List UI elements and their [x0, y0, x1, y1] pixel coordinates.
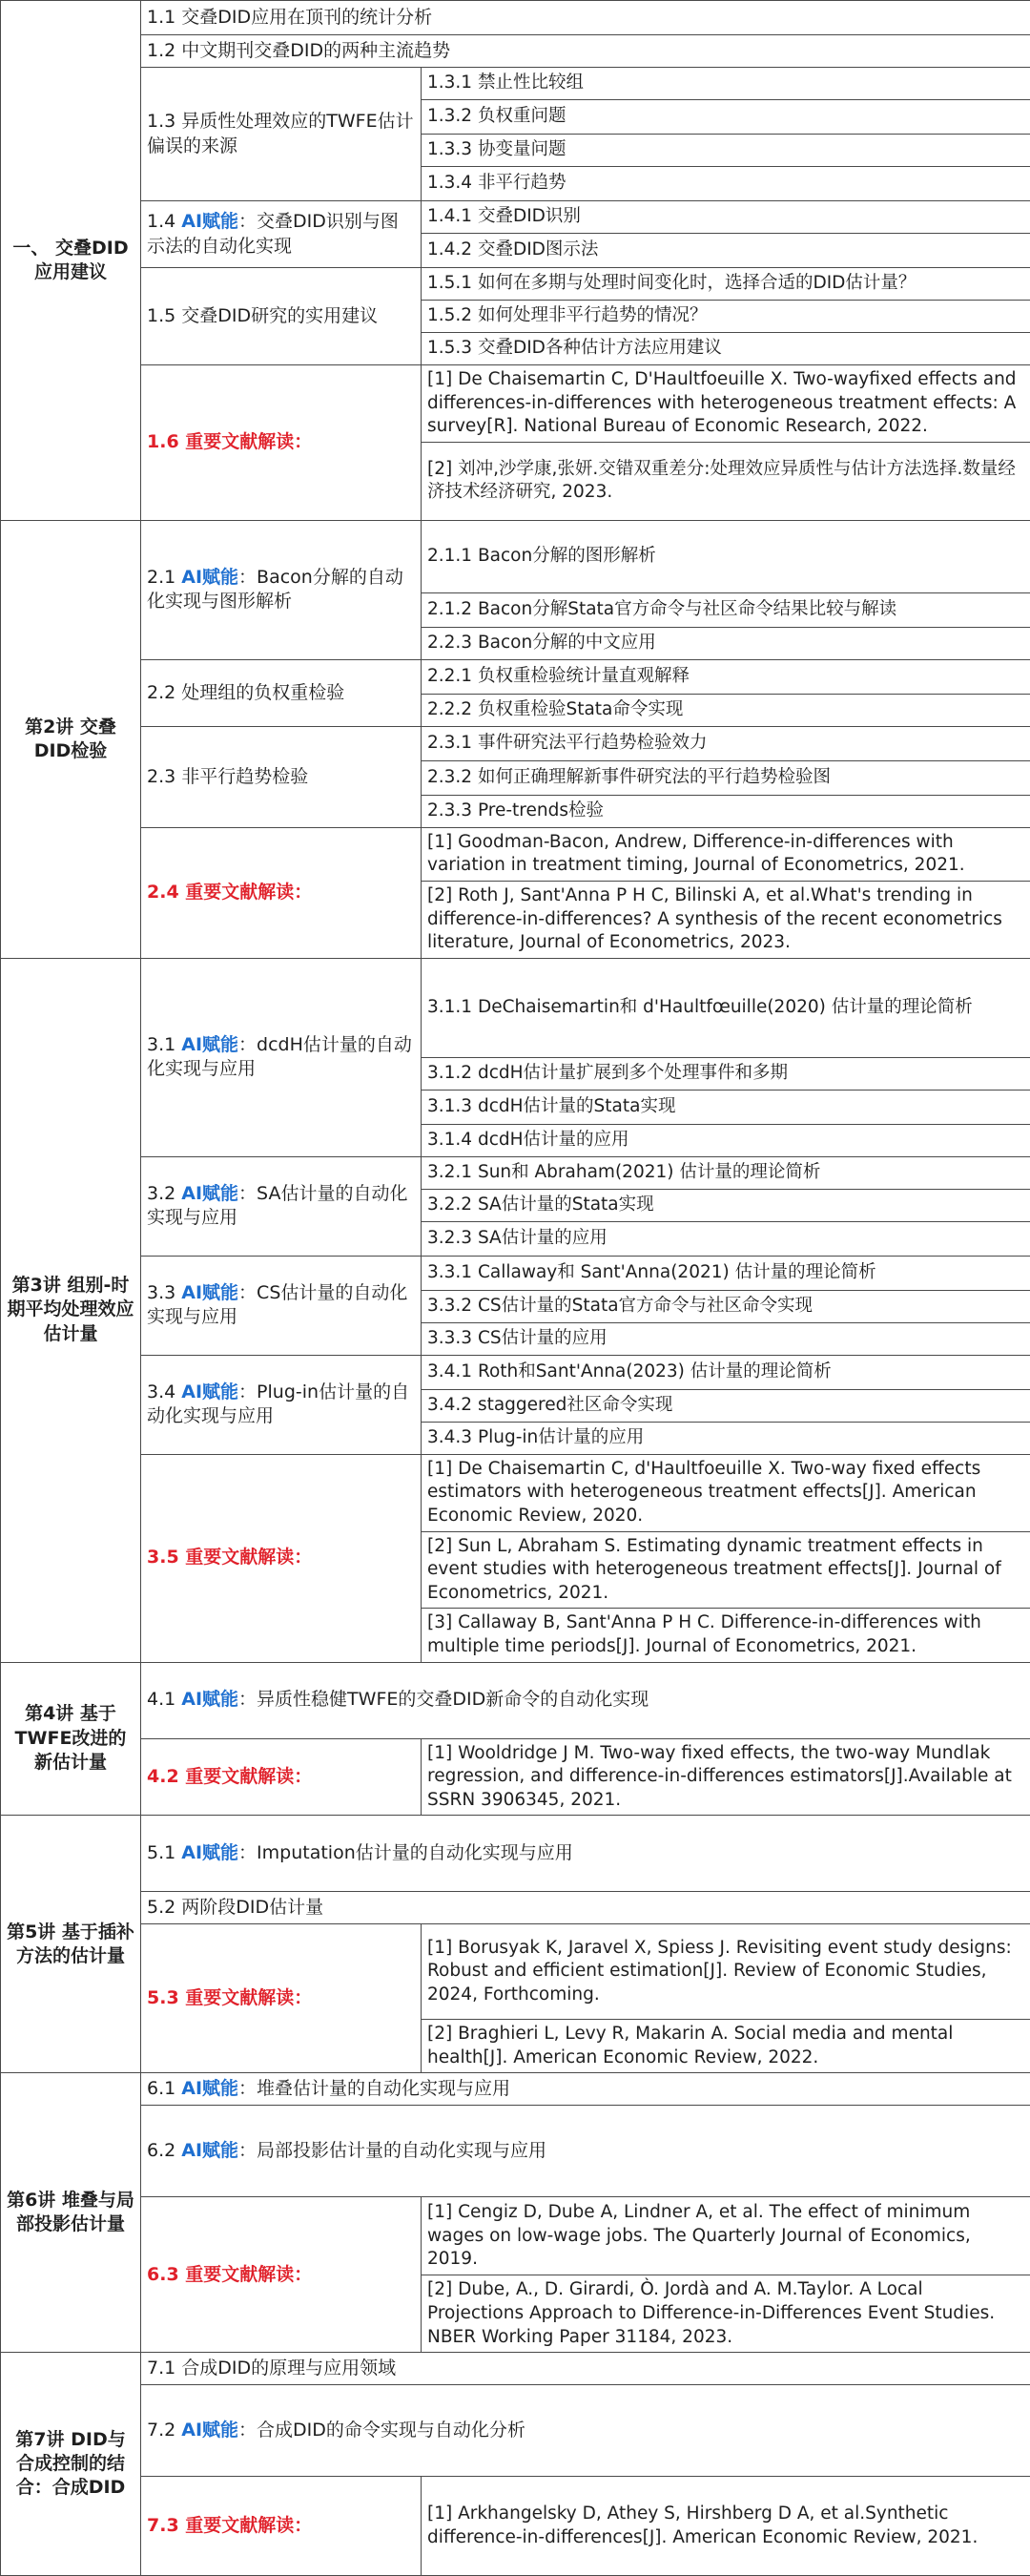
section-number: 5.1 [147, 1842, 181, 1863]
subsection-text: 1.5.2 如何处理非平行趋势的情况？ [427, 305, 707, 325]
outline-row [1, 1156, 1030, 1189]
section-text: 4.2 重要文献解读： [147, 1766, 312, 1787]
reference-text: [1] Cengiz D, Dube A, Lindner A, et al. The effect of minimum wages on low-wage jobs. The Quarterly Journal of Economics, 2019. [427, 2202, 971, 2269]
lecture-title-text: 第6讲 堆叠与局部投影估计量 [7, 2190, 134, 2234]
outline-row [1, 2385, 1030, 2477]
lecture-title [1, 958, 141, 1662]
subsection-text: 2.3.1 事件研究法平行趋势检验效力 [427, 733, 707, 753]
subsection-item [422, 1256, 1030, 1290]
ai-badge: AI赋能 [181, 2078, 238, 2099]
subsection-item [422, 1221, 1030, 1256]
outline-row [1, 1662, 1030, 1738]
reference-entry [422, 1531, 1030, 1609]
subsection-text: 3.1.2 dcdH估计量扩展到多个处理事件和多期 [427, 1063, 788, 1083]
lecture-title [1, 2353, 141, 2576]
ai-badge: AI赋能 [181, 2140, 238, 2161]
section-text: 2.4 重要文献解读： [147, 882, 312, 903]
subsection-text: 1.3.1 禁止性比较组 [427, 73, 584, 93]
reference-entry [422, 881, 1030, 958]
outline-row [1, 1892, 1030, 1924]
outline-row [1, 1256, 1030, 1290]
section-label [141, 1156, 422, 1256]
subsection-item [422, 659, 1030, 694]
subsection-item [422, 694, 1030, 726]
subsection-text: 3.1.3 dcdH估计量的Stata实现 [427, 1096, 675, 1116]
section-text: 1.6 重要文献解读： [147, 431, 312, 452]
subsection-item [422, 1090, 1030, 1124]
subsection-item [422, 333, 1030, 365]
subsection-item [422, 520, 1030, 592]
subsection-text: 1.4.1 交叠DID识别 [427, 206, 581, 226]
subsection-item [422, 627, 1030, 659]
literature-label [141, 827, 422, 958]
section-number: 3.1 [147, 1034, 181, 1055]
reference-text: [1] Wooldridge J M. Two-way fixed effects, the two-way Mundlak regression, and difference-in-differences estimators[J].Available at SSRN 3906345, 2021. [427, 1743, 1012, 1810]
section-text: 1.3 异质性处理效应的TWFE估计偏误的来源 [147, 111, 414, 156]
section-label [141, 659, 422, 726]
outline-row [1, 35, 1030, 68]
subsection-item [422, 1290, 1030, 1322]
literature-label [141, 1924, 422, 2073]
section-label [141, 201, 422, 268]
section-number: 6.2 [147, 2140, 181, 2161]
outline-row [1, 1355, 1030, 1389]
reference-entry [422, 1454, 1030, 1531]
lecture-title-text: 第4讲 基于TWFE改进的新估计量 [15, 1703, 127, 1773]
reference-text: [1] De Chaisemartin C, d'Haultfoeuille X. Two-way fixed effects estimators with heterogeneous treatment effects[J]. American Economic Review, 2020. [427, 1459, 980, 1526]
section-text: ：CS估计量的自动化实现与应用 [147, 1282, 407, 1327]
subsection-item [422, 167, 1030, 201]
section-label [141, 2073, 1030, 2106]
subsection-item [422, 1389, 1030, 1422]
subsection-item [422, 201, 1030, 234]
subsection-text: 2.2.2 负权重检验Stata命令实现 [427, 699, 683, 719]
outline-row [1, 2477, 1030, 2576]
reference-text: [2] 刘冲,沙学康,张妍.交错双重差分:处理效应异质性与估计方法选择.数量经济技术经济研究, 2023. [427, 459, 1016, 503]
section-label [141, 2106, 1030, 2197]
section-text: 7.1 合成DID的原理与应用领域 [147, 2358, 396, 2379]
subsection-text: 3.4.1 Roth和Sant'Anna(2023) 估计量的理论简析 [427, 1361, 832, 1381]
section-text: ：Bacon分解的自动化实现与图形解析 [147, 567, 403, 612]
section-text: 2.2 处理组的负权重检验 [147, 682, 344, 703]
section-text: ：Imputation估计量的自动化实现与应用 [238, 1842, 573, 1863]
lecture-title [1, 520, 141, 958]
section-label [141, 268, 422, 365]
outline-row [1, 1, 1030, 35]
subsection-text: 3.4.3 Plug-in估计量的应用 [427, 1427, 644, 1447]
section-text: ：异质性稳健TWFE的交叠DID新命令的自动化实现 [238, 1689, 649, 1710]
outline-row [1, 1816, 1030, 1892]
subsection-text: 3.3.3 CS估计量的应用 [427, 1328, 608, 1348]
subsection-item [422, 760, 1030, 795]
lecture-title [1, 1, 141, 521]
section-label [141, 726, 422, 827]
lecture-title-text: 第2讲 交叠DID检验 [25, 717, 116, 761]
section-label [141, 520, 422, 659]
ai-badge: AI赋能 [181, 567, 238, 588]
lecture-title [1, 1816, 141, 2073]
literature-label [141, 1738, 422, 1816]
literature-label [141, 1454, 422, 1662]
subsection-item [422, 234, 1030, 268]
subsection-text: 1.4.2 交叠DID图示法 [427, 239, 598, 260]
outline-row [1, 2106, 1030, 2197]
section-text: ：局部投影估计量的自动化实现与应用 [238, 2140, 546, 2161]
ai-badge: AI赋能 [181, 1282, 238, 1303]
subsection-text: 3.4.2 staggered社区命令实现 [427, 1395, 672, 1415]
outline-row [1, 268, 1030, 301]
section-text: 3.5 重要文献解读： [147, 1547, 312, 1568]
subsection-item [422, 958, 1030, 1057]
outline-row [1, 68, 1030, 100]
subsection-text: 1.3.2 负权重问题 [427, 106, 566, 126]
reference-text: [1] Arkhangelsky D, Athey S, Hirshberg D A, et al.Synthetic difference-in-differences[J]. American Economic Review, 2021. [427, 2503, 978, 2547]
reference-entry [422, 365, 1030, 443]
outline-row [1, 958, 1030, 1057]
section-label [141, 68, 422, 201]
subsection-text: 1.5.3 交叠DID各种估计方法应用建议 [427, 338, 722, 358]
reference-text: [2] Braghieri L, Levy R, Makarin A. Social media and mental health[J]. American Economic Review, 2022. [427, 2024, 953, 2067]
subsection-item [422, 1057, 1030, 1090]
reference-entry [422, 442, 1030, 520]
subsection-item [422, 135, 1030, 167]
reference-entry [422, 827, 1030, 881]
reference-text: [2] Roth J, Sant'Anna P H C, Bilinski A, et al.What's trending in difference-in-differences? A synthesis of the recent econometrics literature, Journal of Econometrics, 2023. [427, 885, 1002, 952]
section-text: ：合成DID的命令实现与自动化分析 [238, 2420, 525, 2441]
reference-entry [422, 2477, 1030, 2576]
subsection-text: 2.2.1 负权重检验统计量直观解释 [427, 666, 690, 686]
reference-text: [3] Callaway B, Sant'Anna P H C. Difference-in-differences with multiple time periods[J]. Journal of Econometrics, 2021. [427, 1612, 981, 1656]
outline-row [1, 2353, 1030, 2385]
section-number: 3.2 [147, 1183, 181, 1204]
reference-text: [1] Goodman-Bacon, Andrew, Difference-in-differences with variation in treatment timing, Journal of Econometrics, 2021. [427, 832, 965, 876]
section-text: 2.3 非平行趋势检验 [147, 766, 308, 787]
reference-entry [422, 1924, 1030, 2020]
subsection-text: 3.2.3 SA估计量的应用 [427, 1228, 608, 1248]
section-text: 5.2 两阶段DID估计量 [147, 1897, 323, 1918]
outline-row [1, 365, 1030, 443]
outline-row [1, 1738, 1030, 1816]
section-number: 1.4 [147, 211, 181, 232]
section-label [141, 35, 1030, 68]
section-number: 7.2 [147, 2420, 181, 2441]
section-text: ：Plug-in估计量的自动化实现与应用 [147, 1381, 409, 1426]
section-text: ：堆叠估计量的自动化实现与应用 [238, 2078, 510, 2099]
subsection-text: 2.1.1 Bacon分解的图形解析 [427, 546, 656, 566]
reference-text: [2] Sun L, Abraham S. Estimating dynamic treatment effects in event studies with heterogeneous treatment effects[J]. Journal of Econometrics, 2021. [427, 1536, 1001, 1603]
section-number: 6.1 [147, 2078, 181, 2099]
outline-row [1, 2197, 1030, 2275]
section-number: 4.1 [147, 1689, 181, 1710]
section-label [141, 1816, 1030, 1892]
section-text: 1.1 交叠DID应用在顶刊的统计分析 [147, 7, 432, 28]
subsection-item [422, 1355, 1030, 1389]
section-text: ：交叠DID识别与图示法的自动化实现 [147, 211, 399, 256]
subsection-item [422, 795, 1030, 827]
reference-entry [422, 1609, 1030, 1662]
ai-badge: AI赋能 [181, 1689, 238, 1710]
subsection-text: 3.1.1 DeChaisemartin和 d'Haultfœuille(2020) 估计量的理论简析 [427, 997, 973, 1017]
section-text: ：dcdH估计量的自动化实现与应用 [147, 1034, 412, 1079]
section-label [141, 958, 422, 1156]
section-label [141, 1892, 1030, 1924]
lecture-title-text: 第7讲 DID与合成控制的结合：合成DID [15, 2429, 125, 2499]
outline-row [1, 1924, 1030, 2020]
literature-label [141, 365, 422, 521]
reference-entry [422, 2020, 1030, 2073]
ai-badge: AI赋能 [181, 2420, 238, 2441]
lecture-title-text: 一、 交叠DID应用建议 [12, 238, 128, 282]
subsection-text: 1.3.3 协变量问题 [427, 139, 566, 159]
ai-badge: AI赋能 [181, 1183, 238, 1204]
lecture-title-text: 第3讲 组别-时期平均处理效应估计量 [7, 1275, 134, 1344]
subsection-text: 3.2.2 SA估计量的Stata实现 [427, 1195, 654, 1215]
outline-row [1, 201, 1030, 234]
section-number: 3.4 [147, 1381, 181, 1402]
lecture-title [1, 1662, 141, 1816]
subsection-text: 2.3.3 Pre-trends检验 [427, 800, 604, 821]
section-number: 3.3 [147, 1282, 181, 1303]
reference-text: [1] De Chaisemartin C, D'Haultfoeuille X. Two-wayfixed effects and differences-in-differences with heterogeneous treatment effects: A survey[R]. National Bureau of Economic Research, 2022. [427, 369, 1017, 436]
outline-body [1, 1, 1030, 2576]
subsection-item [422, 1156, 1030, 1189]
subsection-text: 2.2.3 Bacon分解的中文应用 [427, 633, 656, 653]
subsection-item [422, 301, 1030, 333]
subsection-text: 1.3.4 非平行趋势 [427, 173, 566, 193]
section-text: 6.3 重要文献解读： [147, 2264, 312, 2285]
section-text: ：SA估计量的自动化实现与应用 [147, 1183, 407, 1228]
subsection-item [422, 1322, 1030, 1355]
outline-row [1, 827, 1030, 881]
subsection-item [422, 592, 1030, 627]
section-number: 2.1 [147, 567, 181, 588]
outline-row [1, 520, 1030, 592]
reference-entry [422, 2197, 1030, 2275]
subsection-item [422, 268, 1030, 301]
subsection-item [422, 726, 1030, 760]
subsection-item [422, 1189, 1030, 1221]
ai-badge: AI赋能 [181, 1034, 238, 1055]
section-label [141, 2353, 1030, 2385]
outline-row [1, 659, 1030, 694]
section-label [141, 1, 1030, 35]
subsection-text: 3.3.2 CS估计量的Stata官方命令与社区命令实现 [427, 1296, 813, 1316]
subsection-item [422, 100, 1030, 135]
section-label [141, 1256, 422, 1355]
subsection-text: 3.3.1 Callaway和 Sant'Anna(2021) 估计量的理论简析 [427, 1262, 876, 1282]
lecture-title [1, 2073, 141, 2353]
literature-label [141, 2477, 422, 2576]
ai-badge: AI赋能 [181, 1381, 238, 1402]
section-text: 1.2 中文期刊交叠DID的两种主流趋势 [147, 40, 450, 61]
subsection-item [422, 1422, 1030, 1454]
reference-entry [422, 1738, 1030, 1816]
section-label [141, 1662, 1030, 1738]
subsection-text: 1.5.1 如何在多期与处理时间变化时，选择合适的DID估计量？ [427, 273, 916, 293]
outline-row [1, 1454, 1030, 1531]
reference-entry [422, 2275, 1030, 2353]
subsection-item [422, 68, 1030, 100]
subsection-text: 2.1.2 Bacon分解Stata官方命令与社区命令结果比较与解读 [427, 599, 896, 619]
lecture-title-text: 第5讲 基于插补方法的估计量 [7, 1922, 134, 1966]
ai-badge: AI赋能 [181, 1842, 238, 1863]
outline-row [1, 726, 1030, 760]
subsection-text: 3.1.4 dcdH估计量的应用 [427, 1130, 629, 1150]
subsection-text: 2.3.2 如何正确理解新事件研究法的平行趋势检验图 [427, 767, 831, 787]
section-label [141, 2385, 1030, 2477]
ai-badge: AI赋能 [181, 211, 238, 232]
outline-row [1, 2073, 1030, 2106]
section-text: 1.5 交叠DID研究的实用建议 [147, 305, 378, 326]
literature-label [141, 2197, 422, 2353]
reference-text: [2] Dube, A., D. Girardi, Ò. Jordà and A. M.Taylor. A Local Projections Approach to Difference-in-Differences Event Studies. NBER Working Paper 31184, 2023. [427, 2279, 995, 2346]
section-label [141, 1355, 422, 1454]
subsection-item [422, 1124, 1030, 1156]
reference-text: [1] Borusyak K, Jaravel X, Spiess J. Revisiting event study designs: Robust and efficient estimation[J]. Review of Economic Studies, 2024, Forthcoming. [427, 1938, 1012, 2005]
section-text: 5.3 重要文献解读： [147, 1987, 312, 2008]
section-text: 7.3 重要文献解读： [147, 2515, 312, 2536]
subsection-text: 3.2.1 Sun和 Abraham(2021) 估计量的理论简析 [427, 1162, 820, 1182]
